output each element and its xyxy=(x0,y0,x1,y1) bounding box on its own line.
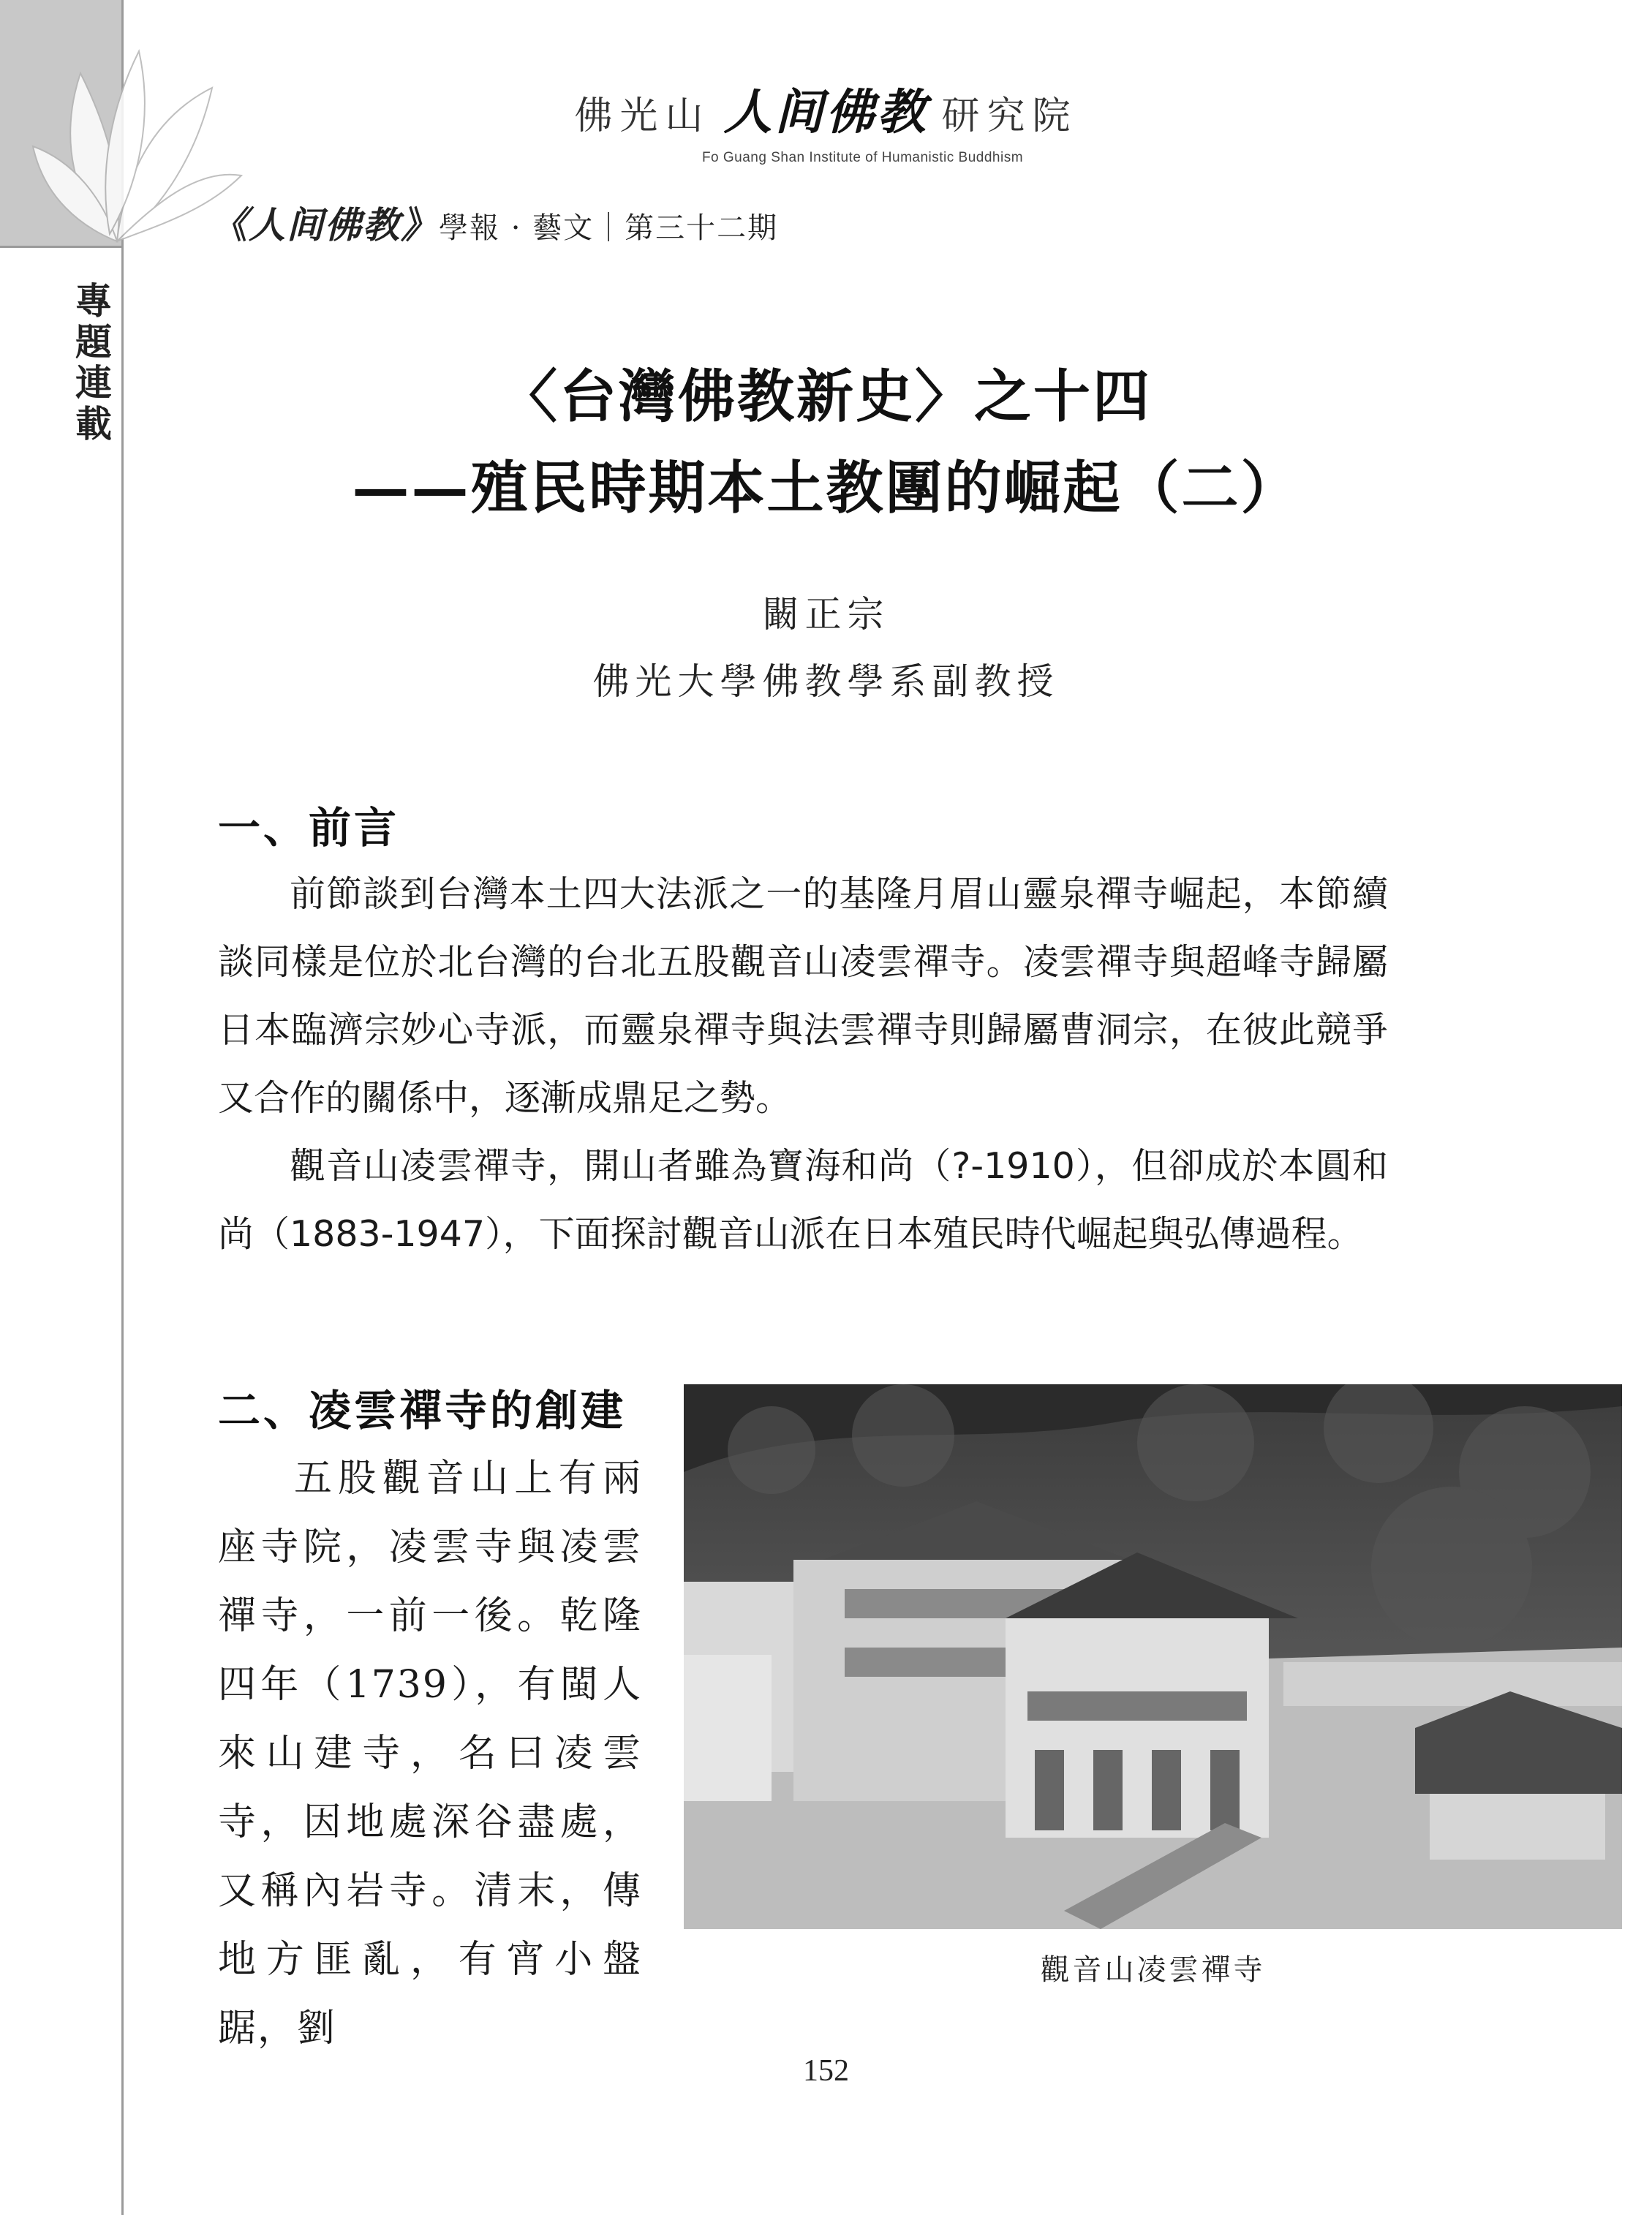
side-rule xyxy=(121,0,124,2215)
founding-paragraph-1: 五股觀音山上有兩座寺院，凌雲寺與凌雲禪寺，一前一後。乾隆四年（1739），有閩人來山建寺，名曰凌雲寺，因地處深谷盡處，又稱內岩寺。清末，傳地方匪亂，有宵小盤踞，劉 xyxy=(218,1457,642,2050)
institute-name-right: 研究院 xyxy=(941,94,1078,138)
intro-paragraph-2: 觀音山凌雲禪寺，開山者雖為寶海和尚（?-1910），但卻成於本圓和尚（1883-1947），下面探討觀音山派在日本殖民時代崛起與弘傳過程。 xyxy=(218,1145,1388,1255)
title-line-1: 〈台灣佛教新史〉之十四 xyxy=(499,363,1152,430)
title-line-2: ——殖民時期本土教團的崛起（二） xyxy=(352,455,1300,521)
institute-name-mid: 人间佛教 xyxy=(723,83,929,140)
side-label: 專題連載 xyxy=(69,282,112,445)
author-affiliation: 佛光大學佛教學系副教授 xyxy=(592,660,1060,703)
intro-paragraph-1: 前節談到台灣本土四大法派之一的基隆月眉山靈泉禪寺崛起，本節續談同樣是位於北台灣的台北五股觀音山凌雲禪寺。凌雲禪寺與超峰寺歸屬日本臨濟宗妙心寺派，而靈泉禪寺與法雲禪寺則歸屬曹洞宗，在彼此競爭又合作的關係中，逐漸成鼎足之勢。 xyxy=(218,873,1388,1119)
temple-photo xyxy=(684,1384,1622,1929)
institute-name-left: 佛光山 xyxy=(574,94,711,138)
journal-header xyxy=(211,196,778,249)
journal-name: 《人间佛教》 xyxy=(211,203,439,246)
institute-name xyxy=(0,73,1652,143)
section-heading-intro: 一、前言 xyxy=(218,803,400,853)
page-number: 152 xyxy=(803,2054,849,2088)
temple-illustration xyxy=(684,1384,1622,1929)
institute-header xyxy=(0,73,1652,166)
photo-caption: 觀音山凌雲禪寺 xyxy=(1040,1953,1266,1987)
section-heading-founding: 二、凌雲禪寺的創建 xyxy=(218,1386,627,1435)
author-name: 闞正宗 xyxy=(762,593,890,635)
institute-english: Fo Guang Shan Institute of Humanistic Buddhism xyxy=(701,150,1024,165)
journal-issue: 學報 · 藝文｜第三十二期 xyxy=(439,211,779,245)
